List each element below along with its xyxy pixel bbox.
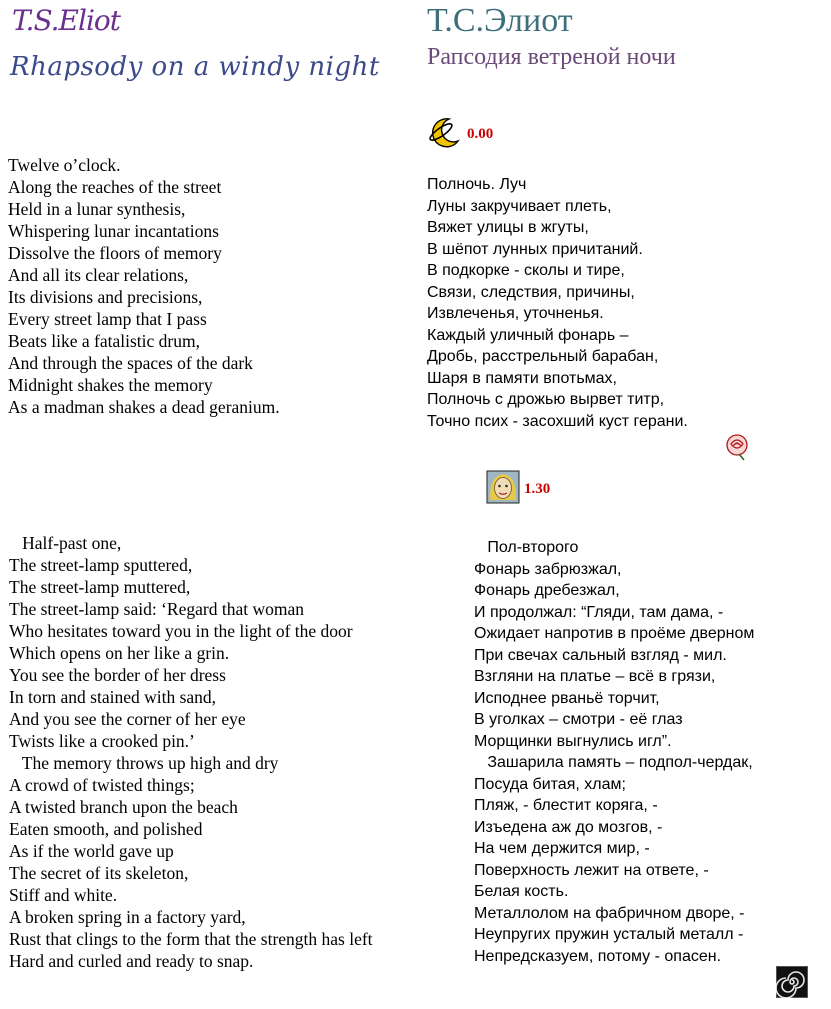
poem-line-en: The street-lamp said: ‘Regard that woman (9, 599, 304, 619)
poem-line-en: Hard and curled and ready to snap. (9, 951, 254, 971)
section1-en-poem (8, 154, 280, 418)
poem-line-en: Twists like a crooked pin.’ (9, 731, 195, 751)
en-title: Rhapsody on a windy night (10, 52, 380, 82)
poem-line-en: Stiff and white. (9, 885, 118, 905)
poem-line-ru: Исподнее рваньё торчит, (474, 689, 660, 707)
poem-line-ru: Шаря в памяти впотьмах, (427, 369, 617, 387)
poem-line-en: Held in a lunar synthesis, (8, 199, 186, 219)
poem-line-en: Which opens on her like a grin. (9, 643, 230, 663)
rose-icon (722, 432, 752, 467)
poem-line-ru: Морщинки выгнулись игл”. (474, 732, 672, 750)
poem-line-ru: Изъедена аж до мозгов, - (474, 818, 663, 836)
poem-line-ru: Полночь с дрожью вырвет титр, (427, 391, 665, 408)
poem-line-ru: И продолжал: “Гляди, там дама, - (474, 603, 724, 621)
poem-line-en: A crowd of twisted things; (9, 775, 195, 795)
poem-line-en: A twisted branch upon the beach (9, 797, 238, 817)
poem-line-ru: Точно псих - засохший куст герани. (427, 412, 688, 430)
poem-line-ru: Металлолом на фабричном дворе, - (474, 904, 745, 922)
en-author: T.S.Eliot (12, 4, 121, 37)
poem-line-ru: На чем держится мир, - (474, 840, 650, 857)
section1-time: 0.00 (467, 126, 494, 143)
poem-line-ru: Непредсказуем, потому - опасен. (474, 947, 722, 965)
poem-line-ru: Пляж, - блестит коряга, - (474, 797, 658, 814)
poem-line-en: And you see the corner of her eye (9, 709, 246, 729)
poem-line-en: The street-lamp muttered, (9, 577, 191, 597)
section2-marker (486, 470, 550, 509)
poem-line-en: Eaten smooth, and polished (9, 819, 203, 839)
section2-time: 1.30 (524, 481, 551, 498)
poem-line-ru: Фонарь забрюзжал, (474, 560, 622, 578)
poem-line-en: Whispering lunar incantations (8, 221, 219, 241)
face-icon (486, 470, 520, 509)
poem-line-en: Its divisions and precisions, (8, 287, 203, 307)
poem-line-ru: Взгляни на платье – всё в грязи, (474, 668, 716, 685)
poem-line-en: The memory throws up high and dry (9, 753, 279, 773)
poem-line-en: Who hesitates toward you in the light of the door (9, 621, 353, 641)
section1-ru-poem (427, 174, 688, 432)
poem-line-ru: Полночь. Луч (427, 176, 527, 193)
poem-line-en: The secret of its skeleton, (9, 863, 189, 883)
poem-line-en: A broken spring in a factory yard, (9, 907, 246, 927)
poem-line-ru: Ожидает напротив в проёме дверном (474, 625, 755, 642)
poem-line-ru: Неупругих пружин усталый металл - (474, 926, 744, 943)
poem-line-en: Twelve o’clock. (8, 155, 121, 175)
poem-line-ru: Связи, следствия, причины, (427, 283, 635, 301)
poem-line-ru: Белая кость. (474, 883, 569, 900)
poem-line-ru: При свечах сальный взгляд - мил. (474, 646, 727, 664)
poem-line-ru: Вяжет улицы в жгуты, (427, 219, 589, 236)
poem-line-en: Rust that clings to the form that the strength has left (9, 929, 373, 949)
poem-line-ru: Луны закручивает плеть, (427, 197, 612, 215)
moon-icon (427, 116, 463, 153)
poem-line-ru: Дробь, расстрельный барабан, (427, 348, 659, 365)
poem-line-en: And all its clear relations, (8, 265, 189, 285)
poem-line-en: Midnight shakes the memory (8, 375, 213, 395)
poem-line-ru: Зашарила память – подпол-чердак, (474, 754, 753, 771)
poem-line-ru: В уголках – смотри - её глаз (474, 711, 683, 728)
section2-en-poem (9, 532, 373, 972)
poem-line-ru: Посуда битая, хлам; (474, 775, 626, 793)
poem-line-en: Every street lamp that I pass (8, 309, 207, 329)
poem-line-en: You see the border of her dress (9, 665, 226, 685)
spiral-icon (776, 966, 808, 1003)
poem-line-ru: В подкорке - сколы и тире, (427, 262, 625, 279)
poem-line-en: The street-lamp sputtered, (9, 555, 193, 575)
poem-line-ru: Поверхность лежит на ответе, - (474, 861, 709, 879)
poem-line-en: Along the reaches of the street (8, 177, 222, 197)
poem-line-en: As a madman shakes a dead geranium. (8, 397, 280, 417)
poem-line-en: As if the world gave up (9, 841, 174, 861)
poem-line-ru: Извлеченья, уточненья. (427, 305, 604, 322)
poem-line-en: And through the spaces of the dark (8, 353, 253, 373)
poem-line-en: Dissolve the floors of memory (8, 243, 222, 263)
poem-line-en: Half-past one, (9, 533, 122, 553)
section1-marker (427, 116, 493, 153)
poem-line-en: Beats like a fatalistic drum, (8, 331, 200, 351)
ru-title: Рапсодия ветреной ночи (427, 44, 676, 70)
ru-author: Т.С.Элиот (427, 2, 573, 39)
poem-line-ru: В шёпот лунных причитаний. (427, 240, 643, 258)
poem-line-ru: Пол-второго (474, 539, 579, 556)
poem-line-ru: Каждый уличный фонарь – (427, 326, 629, 344)
section2-ru-poem (474, 537, 754, 967)
poem-line-ru: Фонарь дребезжал, (474, 582, 620, 599)
poem-line-en: In torn and stained with sand, (9, 687, 217, 707)
